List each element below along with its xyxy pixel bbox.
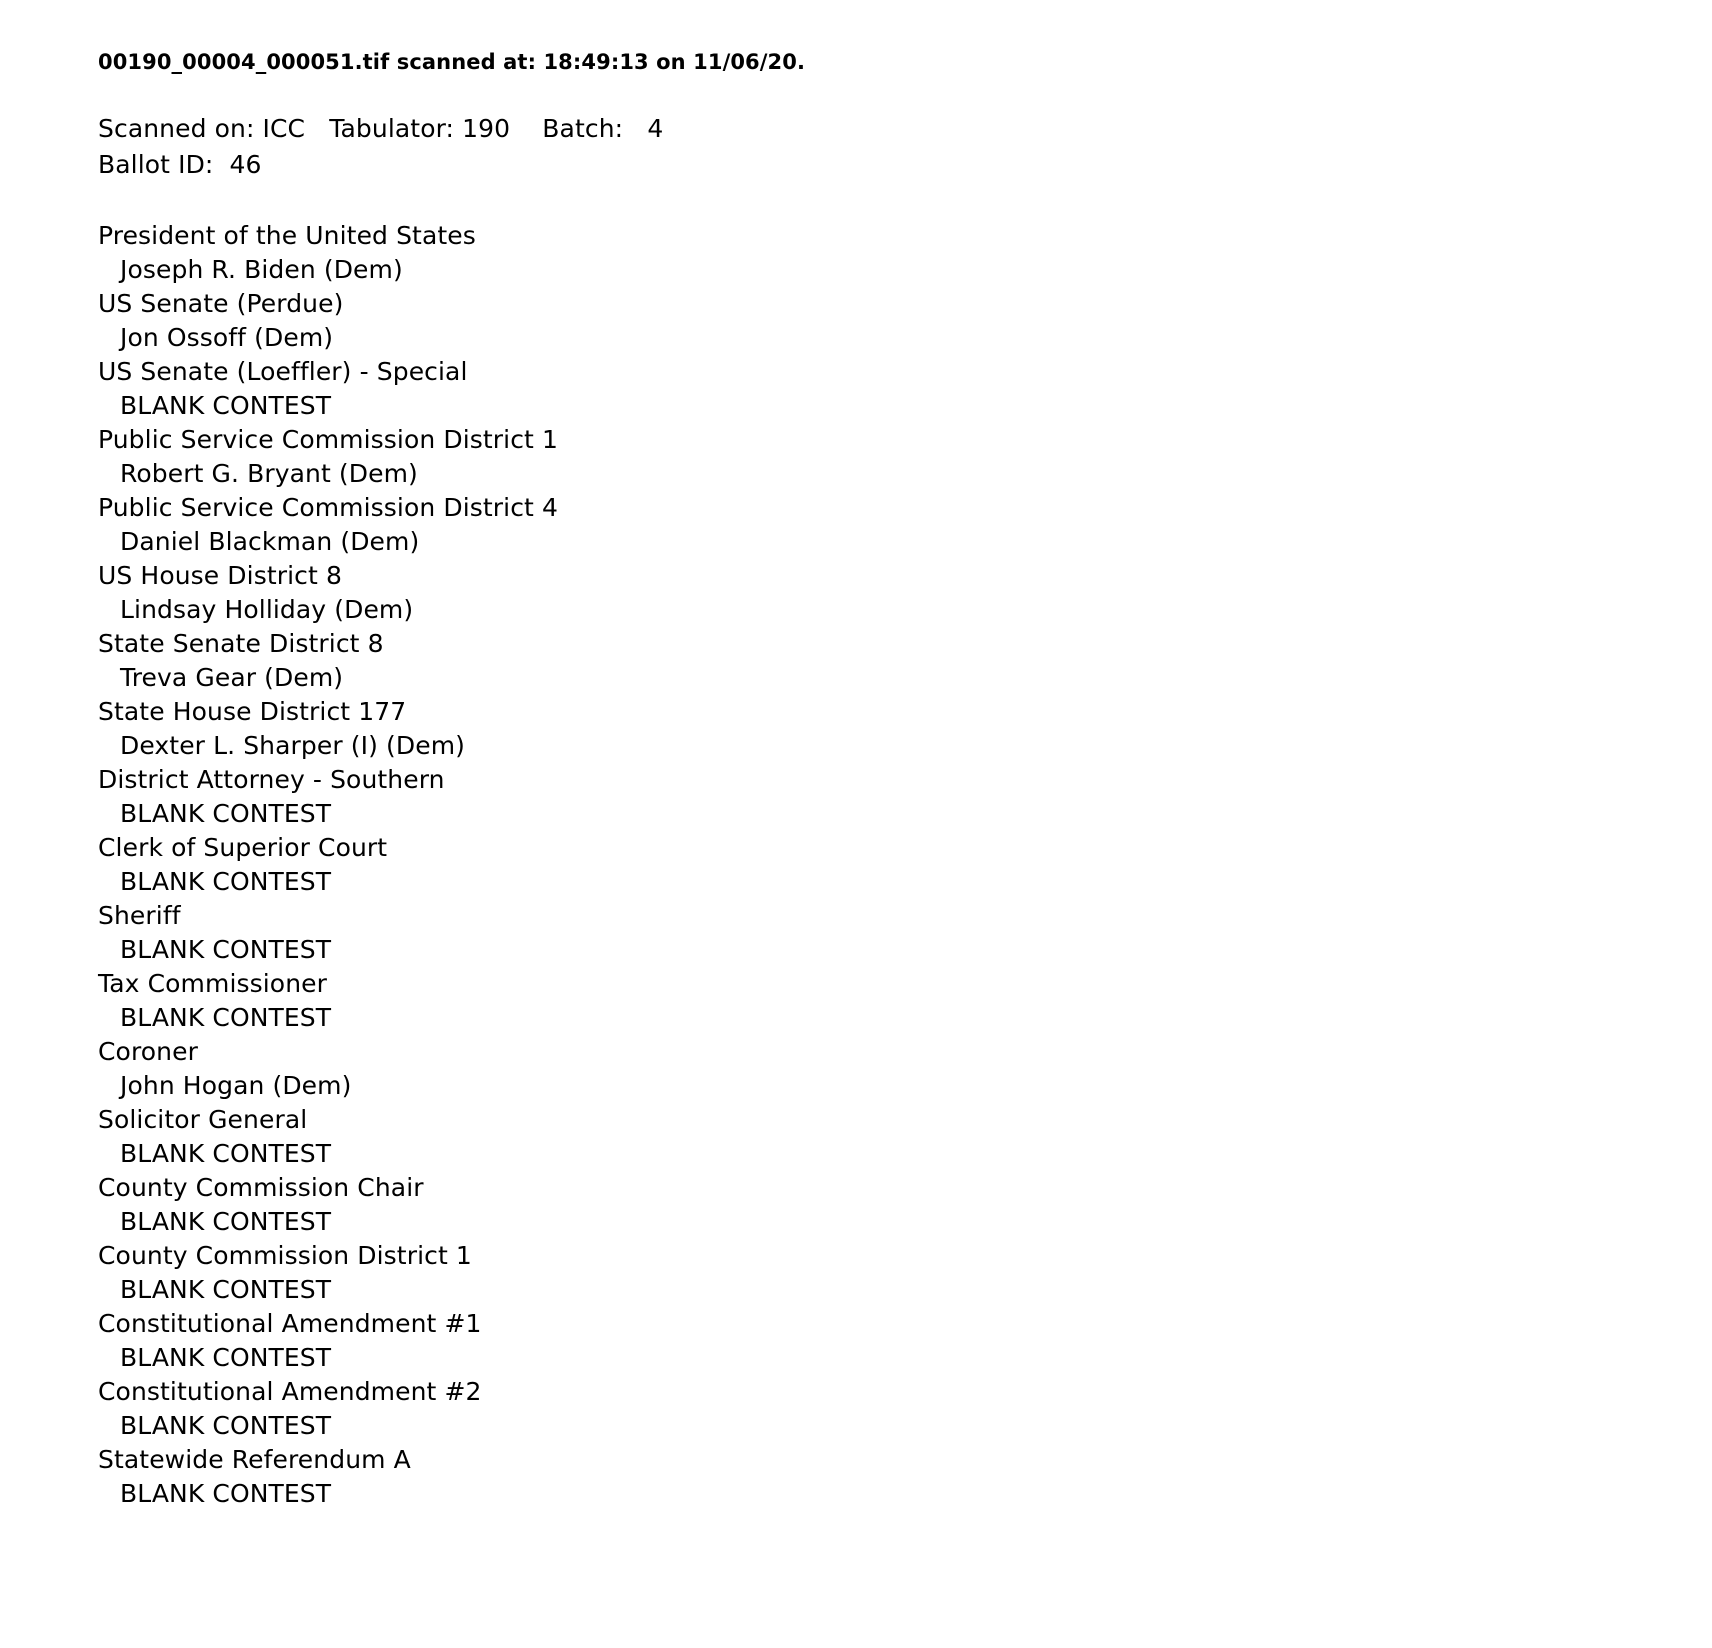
contest-title: District Attorney - Southern bbox=[98, 765, 445, 794]
contest-selection: BLANK CONTEST bbox=[120, 1479, 332, 1508]
contest-selection: John Hogan (Dem) bbox=[120, 1071, 352, 1100]
contest-title: US Senate (Perdue) bbox=[98, 289, 344, 318]
contest-entry bbox=[98, 355, 1712, 423]
contest-title: State Senate District 8 bbox=[98, 629, 384, 658]
contest-selection: Jon Ossoff (Dem) bbox=[120, 323, 334, 352]
contest-selection: BLANK CONTEST bbox=[120, 1411, 332, 1440]
contest-title: Tax Commissioner bbox=[98, 969, 327, 998]
contest-selection: Joseph R. Biden (Dem) bbox=[120, 255, 403, 284]
contest-entry bbox=[98, 559, 1712, 627]
contest-selection: BLANK CONTEST bbox=[120, 391, 332, 420]
contest-selection: BLANK CONTEST bbox=[120, 799, 332, 828]
contest-entry bbox=[98, 287, 1712, 355]
contest-selection: BLANK CONTEST bbox=[120, 1139, 332, 1168]
contest-selection: Robert G. Bryant (Dem) bbox=[120, 459, 418, 488]
contest-entry bbox=[98, 763, 1712, 831]
contest-title: Public Service Commission District 4 bbox=[98, 493, 559, 522]
ballot-id-line: Ballot ID: 46 bbox=[98, 150, 262, 179]
contest-title: US Senate (Loeffler) - Special bbox=[98, 357, 468, 386]
contest-entry bbox=[98, 1103, 1712, 1171]
contest-title: President of the United States bbox=[98, 221, 476, 250]
contest-selection: Dexter L. Sharper (I) (Dem) bbox=[120, 731, 466, 760]
contest-entry bbox=[98, 1375, 1712, 1443]
contest-selection: Daniel Blackman (Dem) bbox=[120, 527, 420, 556]
contest-entry bbox=[98, 627, 1712, 695]
contest-entry bbox=[98, 219, 1712, 287]
scan-file-header: 00190_00004_000051.tif scanned at: 18:49:13 on 11/06/20. bbox=[98, 50, 806, 74]
contest-title: Clerk of Superior Court bbox=[98, 833, 388, 862]
contest-title: County Commission Chair bbox=[98, 1173, 424, 1202]
contest-title: US House District 8 bbox=[98, 561, 342, 590]
contest-entry bbox=[98, 1171, 1712, 1239]
scanned-on-line: Scanned on: ICC Tabulator: 190 Batch: 4 bbox=[98, 114, 664, 143]
contest-entry bbox=[98, 1239, 1712, 1307]
contest-list bbox=[98, 219, 1712, 1511]
contest-title: Constitutional Amendment #2 bbox=[98, 1377, 482, 1406]
contest-selection: Treva Gear (Dem) bbox=[120, 663, 344, 692]
contest-title: Constitutional Amendment #1 bbox=[98, 1309, 482, 1338]
contest-title: County Commission District 1 bbox=[98, 1241, 472, 1270]
contest-selection: BLANK CONTEST bbox=[120, 867, 332, 896]
contest-entry bbox=[98, 899, 1712, 967]
contest-title: Solicitor General bbox=[98, 1105, 308, 1134]
contest-entry bbox=[98, 967, 1712, 1035]
contest-title: State House District 177 bbox=[98, 697, 407, 726]
scan-metadata bbox=[98, 111, 1712, 183]
contest-entry bbox=[98, 695, 1712, 763]
contest-selection: BLANK CONTEST bbox=[120, 1003, 332, 1032]
contest-selection: BLANK CONTEST bbox=[120, 935, 332, 964]
contest-entry bbox=[98, 423, 1712, 491]
contest-title: Public Service Commission District 1 bbox=[98, 425, 559, 454]
contest-entry bbox=[98, 491, 1712, 559]
contest-entry bbox=[98, 1035, 1712, 1103]
contest-entry bbox=[98, 1307, 1712, 1375]
contest-title: Coroner bbox=[98, 1037, 198, 1066]
contest-title: Sheriff bbox=[98, 901, 181, 930]
contest-entry bbox=[98, 1443, 1712, 1511]
contest-selection: BLANK CONTEST bbox=[120, 1207, 332, 1236]
contest-entry bbox=[98, 831, 1712, 899]
contest-selection: BLANK CONTEST bbox=[120, 1343, 332, 1372]
contest-selection: Lindsay Holliday (Dem) bbox=[120, 595, 414, 624]
contest-title: Statewide Referendum A bbox=[98, 1445, 411, 1474]
contest-selection: BLANK CONTEST bbox=[120, 1275, 332, 1304]
